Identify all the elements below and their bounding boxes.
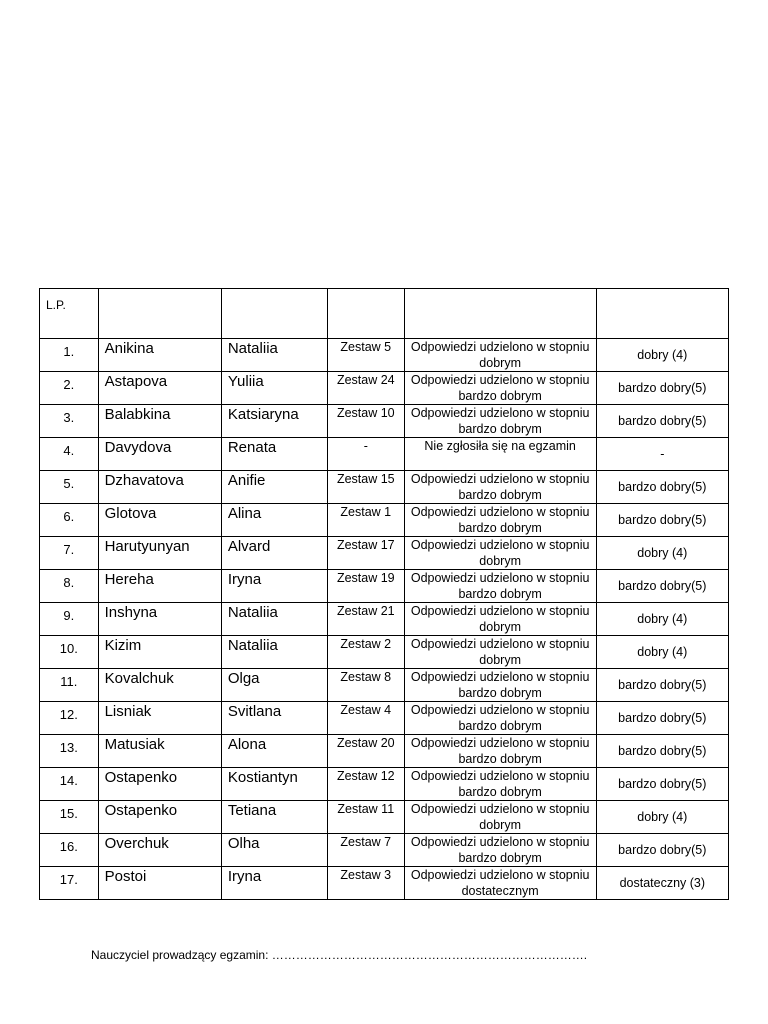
exam-set-cell: [327, 768, 404, 801]
row-number-cell: [40, 801, 99, 834]
student-first-name-cell: [221, 735, 327, 768]
table-row: [40, 504, 729, 537]
student-first-name-cell: [221, 768, 327, 801]
student-surname: Kizim: [104, 637, 142, 654]
exam-set: Zestaw 10: [336, 406, 395, 420]
student-surname: Kovalchuk: [104, 670, 174, 687]
answer-assessment-cell: [404, 867, 596, 900]
table-row: [40, 537, 729, 570]
row-number: 8.: [63, 575, 75, 590]
row-number-cell: [40, 339, 99, 372]
student-surname: Ostapenko: [104, 769, 178, 786]
final-grade-cell: [596, 339, 728, 372]
student-first-name: Iryna: [227, 868, 262, 885]
final-grade: bardzo dobry(5): [618, 414, 707, 428]
student-surname: Postoi: [104, 868, 147, 885]
answer-assessment: Odpowiedzi udzielono w stopniu bardzo dobrym: [410, 703, 590, 733]
answer-assessment: Odpowiedzi udzielono w stopniu bardzo dobrym: [410, 670, 590, 700]
student-surname-cell: [98, 735, 221, 768]
student-first-name-cell: [221, 834, 327, 867]
final-grade: bardzo dobry(5): [618, 678, 707, 692]
row-number: 14.: [59, 773, 78, 788]
table-body: [40, 289, 729, 900]
header-cell-answer: [404, 289, 596, 339]
answer-assessment: Odpowiedzi udzielono w stopniu bardzo dobrym: [410, 835, 590, 865]
row-number: 5.: [63, 476, 75, 491]
final-grade: dobry (4): [637, 612, 688, 626]
exam-set-cell: [327, 867, 404, 900]
table-row: [40, 471, 729, 504]
answer-assessment: Odpowiedzi udzielono w stopniu dostatecznym: [410, 868, 590, 898]
header-cell-set: [327, 289, 404, 339]
student-first-name-cell: [221, 570, 327, 603]
table-row: [40, 636, 729, 669]
table-row: [40, 735, 729, 768]
student-surname-cell: [98, 702, 221, 735]
exam-set: Zestaw 20: [336, 736, 395, 750]
exam-set: -: [363, 439, 368, 453]
student-surname-cell: [98, 438, 221, 471]
exam-set: Zestaw 11: [337, 802, 395, 816]
student-first-name-cell: [221, 438, 327, 471]
answer-assessment: Odpowiedzi udzielono w stopniu dobrym: [410, 340, 590, 370]
student-first-name-cell: [221, 471, 327, 504]
student-first-name-cell: [221, 801, 327, 834]
answer-assessment: Odpowiedzi udzielono w stopniu bardzo dobrym: [410, 769, 590, 799]
student-first-name-cell: [221, 504, 327, 537]
student-surname-cell: [98, 603, 221, 636]
header-cell-lp: [40, 289, 99, 339]
student-first-name-cell: [221, 405, 327, 438]
student-first-name: Olga: [227, 670, 260, 687]
exam-set-cell: [327, 537, 404, 570]
final-grade: bardzo dobry(5): [618, 843, 707, 857]
row-number-cell: [40, 603, 99, 636]
exam-set-cell: [327, 603, 404, 636]
exam-set-cell: [327, 669, 404, 702]
answer-assessment: Odpowiedzi udzielono w stopniu bardzo dobrym: [410, 373, 590, 403]
exam-set: Zestaw 17: [336, 538, 395, 552]
row-number-cell: [40, 768, 99, 801]
student-first-name: Iryna: [227, 571, 262, 588]
student-first-name: Kostiantyn: [227, 769, 298, 786]
table-row: [40, 603, 729, 636]
student-first-name: Anifie: [227, 472, 266, 489]
student-first-name-cell: [221, 372, 327, 405]
row-number-cell: [40, 438, 99, 471]
row-number: 6.: [63, 509, 75, 524]
answer-assessment-cell: [404, 636, 596, 669]
student-surname-cell: [98, 339, 221, 372]
student-surname: Lisniak: [104, 703, 152, 720]
answer-assessment: Odpowiedzi udzielono w stopniu bardzo dobrym: [410, 406, 590, 436]
student-surname-cell: [98, 867, 221, 900]
student-surname: Astapova: [104, 373, 168, 390]
student-surname: Harutyunyan: [104, 538, 190, 555]
exam-set: Zestaw 19: [336, 571, 395, 585]
row-number-cell: [40, 537, 99, 570]
row-number: 7.: [63, 542, 75, 557]
final-grade: bardzo dobry(5): [618, 480, 707, 494]
student-first-name: Tetiana: [227, 802, 277, 819]
table-row: [40, 801, 729, 834]
final-grade-cell: [596, 438, 728, 471]
student-first-name-cell: [221, 339, 327, 372]
answer-assessment-cell: [404, 339, 596, 372]
answer-assessment-cell: [404, 702, 596, 735]
exam-set-cell: [327, 504, 404, 537]
final-grade: bardzo dobry(5): [618, 381, 707, 395]
answer-assessment: Odpowiedzi udzielono w stopniu bardzo dobrym: [410, 736, 590, 766]
student-surname-cell: [98, 405, 221, 438]
student-first-name: Svitlana: [227, 703, 282, 720]
exam-set: Zestaw 8: [340, 670, 392, 684]
final-grade: bardzo dobry(5): [618, 579, 707, 593]
final-grade: -: [660, 447, 665, 461]
answer-assessment: Odpowiedzi udzielono w stopniu dobrym: [410, 637, 590, 667]
row-number: 15.: [59, 806, 78, 821]
student-first-name-cell: [221, 636, 327, 669]
student-first-name: Yuliia: [227, 373, 264, 390]
row-number: 9.: [63, 608, 75, 623]
exam-set-cell: [327, 702, 404, 735]
answer-assessment-cell: [404, 669, 596, 702]
final-grade: dobry (4): [637, 546, 688, 560]
final-grade-cell: [596, 372, 728, 405]
exam-set: Zestaw 3: [340, 868, 392, 882]
answer-assessment-cell: [404, 570, 596, 603]
student-surname-cell: [98, 471, 221, 504]
answer-assessment: Odpowiedzi udzielono w stopniu bardzo dobrym: [410, 472, 590, 502]
final-grade: bardzo dobry(5): [618, 711, 707, 725]
student-surname: Inshyna: [104, 604, 158, 621]
row-number: 1.: [63, 344, 75, 359]
final-grade-cell: [596, 603, 728, 636]
row-number-cell: [40, 570, 99, 603]
exam-set: Zestaw 21: [336, 604, 395, 618]
exam-set-cell: [327, 471, 404, 504]
table-row: [40, 372, 729, 405]
student-surname: Anikina: [104, 340, 154, 357]
answer-assessment-cell: [404, 438, 596, 471]
row-number: 17.: [59, 872, 78, 887]
row-number: 11.: [60, 674, 78, 689]
table-row: [40, 834, 729, 867]
student-surname-cell: [98, 537, 221, 570]
student-surname-cell: [98, 834, 221, 867]
exam-set: Zestaw 4: [340, 703, 392, 717]
student-first-name: Alina: [227, 505, 262, 522]
exam-set-cell: [327, 636, 404, 669]
exam-set-cell: [327, 339, 404, 372]
student-first-name: Alona: [227, 736, 267, 753]
answer-assessment: Odpowiedzi udzielono w stopniu bardzo dobrym: [410, 571, 590, 601]
exam-set-cell: [327, 834, 404, 867]
final-grade-cell: [596, 867, 728, 900]
answer-assessment-cell: [404, 735, 596, 768]
table-row: [40, 768, 729, 801]
answer-assessment: Odpowiedzi udzielono w stopniu dobrym: [410, 604, 590, 634]
final-grade-cell: [596, 537, 728, 570]
row-number: 2.: [63, 377, 75, 392]
final-grade-cell: [596, 834, 728, 867]
final-grade-cell: [596, 636, 728, 669]
exam-set: Zestaw 24: [336, 373, 395, 387]
student-first-name: Nataliia: [227, 637, 278, 654]
student-first-name-cell: [221, 603, 327, 636]
final-grade-cell: [596, 801, 728, 834]
student-surname: Balabkina: [104, 406, 171, 423]
header-cell-surname: [98, 289, 221, 339]
student-surname: Dzhavatova: [104, 472, 184, 489]
exam-set: Zestaw 12: [336, 769, 395, 783]
student-surname-cell: [98, 636, 221, 669]
student-first-name: Renata: [227, 439, 277, 456]
exam-set-cell: [327, 735, 404, 768]
student-surname: Matusiak: [104, 736, 165, 753]
student-first-name: Nataliia: [227, 340, 278, 357]
table-row: [40, 438, 729, 471]
student-first-name-cell: [221, 867, 327, 900]
exam-set-cell: [327, 570, 404, 603]
row-number-cell: [40, 834, 99, 867]
final-grade: dobry (4): [637, 645, 688, 659]
table-row: [40, 669, 729, 702]
final-grade-cell: [596, 504, 728, 537]
table-header-row: [40, 289, 729, 339]
row-number: 10.: [59, 641, 78, 656]
exam-set-cell: [327, 405, 404, 438]
answer-assessment: Odpowiedzi udzielono w stopniu dobrym: [410, 802, 590, 832]
student-surname: Davydova: [104, 439, 172, 456]
row-number-cell: [40, 702, 99, 735]
student-surname: Glotova: [104, 505, 157, 522]
row-number-cell: [40, 471, 99, 504]
student-first-name-cell: [221, 669, 327, 702]
student-first-name-cell: [221, 537, 327, 570]
header-cell-name: [221, 289, 327, 339]
student-surname-cell: [98, 372, 221, 405]
answer-assessment-cell: [404, 801, 596, 834]
student-surname: Hereha: [104, 571, 154, 588]
final-grade: bardzo dobry(5): [618, 777, 707, 791]
exam-set: Zestaw 1: [340, 505, 392, 519]
student-first-name-cell: [221, 702, 327, 735]
final-grade-cell: [596, 735, 728, 768]
answer-assessment: Odpowiedzi udzielono w stopniu dobrym: [410, 538, 590, 568]
student-first-name: Katsiaryna: [227, 406, 299, 423]
table-row: [40, 405, 729, 438]
final-grade-cell: [596, 702, 728, 735]
student-surname-cell: [98, 669, 221, 702]
student-surname: Overchuk: [104, 835, 169, 852]
header-lp-label: L.P.: [46, 298, 66, 312]
exam-results-table: [39, 288, 729, 900]
final-grade-cell: [596, 471, 728, 504]
answer-assessment: Nie zgłosiła się na egzamin: [424, 439, 576, 453]
student-first-name: Nataliia: [227, 604, 278, 621]
row-number-cell: [40, 405, 99, 438]
row-number: 13.: [59, 740, 78, 755]
final-grade-cell: [596, 405, 728, 438]
exam-set: Zestaw 7: [340, 835, 392, 849]
exam-set: Zestaw 15: [336, 472, 395, 486]
row-number: 3.: [63, 410, 75, 425]
final-grade: bardzo dobry(5): [618, 513, 707, 527]
student-surname-cell: [98, 768, 221, 801]
exam-set: Zestaw 5: [340, 340, 392, 354]
exam-set-cell: [327, 372, 404, 405]
answer-assessment-cell: [404, 372, 596, 405]
header-cell-grade: [596, 289, 728, 339]
row-number-cell: [40, 372, 99, 405]
table-row: [40, 867, 729, 900]
final-grade-cell: [596, 570, 728, 603]
answer-assessment-cell: [404, 471, 596, 504]
answer-assessment-cell: [404, 603, 596, 636]
final-grade: dostateczny (3): [619, 876, 706, 890]
answer-assessment-cell: [404, 834, 596, 867]
row-number-cell: [40, 636, 99, 669]
row-number: 4.: [63, 443, 75, 458]
final-grade: dobry (4): [637, 348, 688, 362]
table-row: [40, 702, 729, 735]
exam-set-cell: [327, 438, 404, 471]
student-first-name: Olha: [227, 835, 260, 852]
answer-assessment: Odpowiedzi udzielono w stopniu bardzo dobrym: [410, 505, 590, 535]
exam-set: Zestaw 2: [340, 637, 392, 651]
row-number-cell: [40, 867, 99, 900]
student-surname-cell: [98, 570, 221, 603]
answer-assessment-cell: [404, 405, 596, 438]
student-surname-cell: [98, 504, 221, 537]
student-surname-cell: [98, 801, 221, 834]
student-first-name: Alvard: [227, 538, 271, 555]
student-surname: Ostapenko: [104, 802, 178, 819]
row-number-cell: [40, 669, 99, 702]
row-number-cell: [40, 735, 99, 768]
answer-assessment-cell: [404, 768, 596, 801]
exam-set-cell: [327, 801, 404, 834]
answer-assessment-cell: [404, 537, 596, 570]
row-number: 12.: [59, 707, 78, 722]
final-grade-cell: [596, 768, 728, 801]
final-grade: dobry (4): [637, 810, 688, 824]
teacher-signature-line: Nauczyciel prowadzący egzamin: …………………………………………………………………….: [91, 948, 588, 962]
answer-assessment-cell: [404, 504, 596, 537]
final-grade-cell: [596, 669, 728, 702]
table-row: [40, 570, 729, 603]
table-row: [40, 339, 729, 372]
row-number-cell: [40, 504, 99, 537]
row-number: 16.: [59, 839, 78, 854]
final-grade: bardzo dobry(5): [618, 744, 707, 758]
